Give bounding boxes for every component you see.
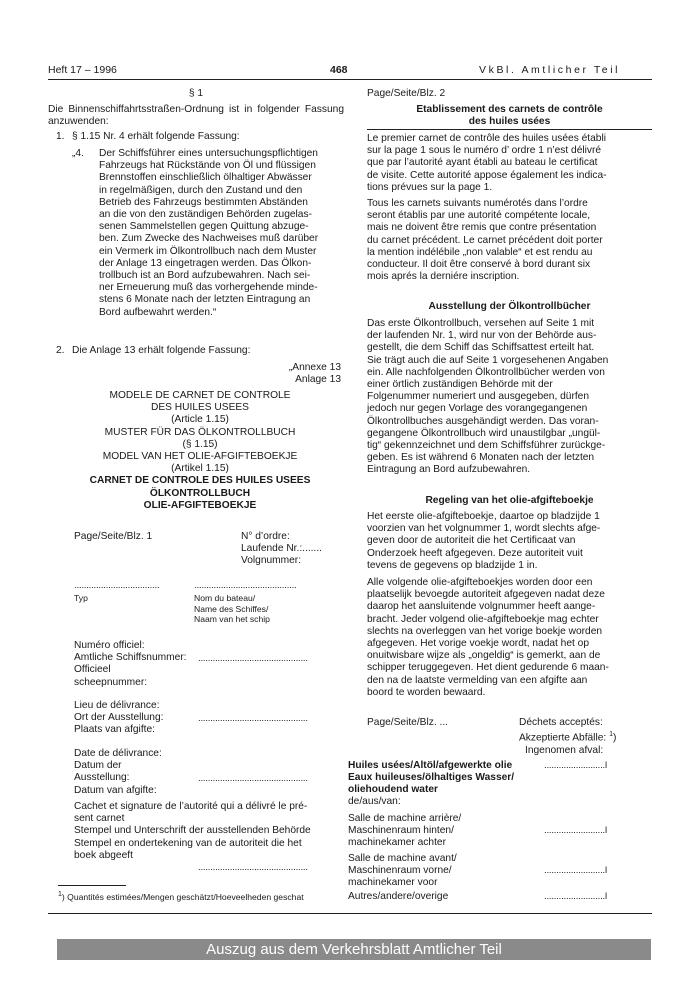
- name-dots: ..........................................: [194, 580, 297, 591]
- journal-title: VkBl. Amtlicher Teil: [479, 64, 621, 76]
- oil-line: Huiles usées/Altöl/afgewerkte olie: [348, 760, 513, 771]
- fr-heading-line: des huiles usées: [468, 116, 551, 128]
- footnote: [58, 890, 304, 902]
- numero-line: scheepnummer:: [74, 676, 148, 688]
- item-1-text: § 1.15 Nr. 4 erhält folgende Fassung:: [72, 131, 240, 142]
- fr-line: Tous les carnets suivants numérotés dans l’ordre: [367, 198, 588, 209]
- nl-line: afgegeven. Het vorige voekje wordt, nadat het op: [367, 638, 590, 650]
- fr-line: de visite. Cette autorité appose également les indica-: [367, 169, 607, 181]
- annex-label: [200, 362, 341, 386]
- cachet-line: Stempel und Unterschrift der ausstellenden Behörde: [74, 825, 311, 837]
- row-line: Maschinenraum vorne/: [348, 865, 452, 877]
- nl-line: slechts na overleggen van het vorige boekje worden: [367, 625, 603, 637]
- quote-line: Bord aufbewahrt werden.“: [99, 306, 217, 318]
- de-line: der laufenden Nr. 1, wird nur von der Behörde aus-: [367, 330, 597, 342]
- date-of-issue-label: [74, 748, 162, 797]
- dechets-line: Ingenomen afval:: [525, 744, 604, 756]
- de-line: Das erste Ölkontrollbuch, versehen auf Seite 1 mit: [367, 318, 595, 329]
- nl-line: tevens de gegevens op bladzijde 1 in.: [367, 559, 538, 571]
- fr-line: seront établis par une autorité compétente locale,: [367, 210, 591, 222]
- row-line: machinekamer achter: [348, 837, 446, 849]
- nl-line: Onderzoek heeft afgegeven. Deze autoriteit vuit: [367, 547, 583, 559]
- laufende-dots: .......: [302, 543, 322, 554]
- section-mark: § 1: [188, 88, 204, 99]
- fr-heading: [367, 104, 652, 128]
- title-line: (Article 1.15): [171, 414, 229, 426]
- quote-line: der Anlage 13 eingetragen werden. Das Ölkon-: [99, 257, 312, 269]
- fr-line: la mention indélébile „non valable“ et est rendu au: [367, 246, 593, 258]
- engine-room-fore-dots: .........................l: [544, 865, 607, 876]
- laufende-text: Laufende Nr.:: [241, 543, 303, 554]
- quote-line: trollbuch ist an Bord aufzubewahren. Nach sei-: [99, 270, 311, 282]
- nl-paragraph-2: [367, 577, 652, 699]
- de-line: Sie trägt auch die auf Seite 1 vorgesehenen Angaben: [367, 354, 609, 366]
- title-line: MODEL VAN HET OLIE-AFGIFTEBOEKJE: [102, 451, 298, 463]
- heading-rule: [367, 129, 652, 130]
- quote-line: Betrieb des Fahrzeugs bestimmten Abständen: [99, 196, 308, 208]
- date-line: Datum der: [74, 760, 122, 772]
- bold-title-line: CARNET DE CONTROLE DES HUILES USEES: [89, 475, 311, 487]
- item-2-number: 2.: [56, 345, 65, 356]
- title-line: (§ 1.15): [182, 438, 218, 450]
- date-line: Datum van afgifte:: [74, 784, 157, 796]
- bold-title-line: ÖLKONTROLLBUCH: [149, 487, 251, 499]
- official-number-dots: .............................................: [198, 653, 308, 664]
- de-line: geben. Es ist während 6 Monaten nach der letzten: [367, 452, 595, 464]
- cachet-line: Stempel en ondertekening van de autoriteit die het: [74, 837, 302, 849]
- fr-line: mais ne doivent être remis que contre présentation: [367, 222, 597, 234]
- quote-line: Brennstoffen einschließlich ölhaltiger Abwässer: [99, 172, 312, 184]
- nl-line: daarop het aansluitende volgnummer heeft aange-: [367, 601, 596, 613]
- nl-line: plaatselijk bevoegde autoriteit afgegeven nadat deze: [367, 589, 605, 601]
- nl-paragraph-1: [367, 511, 652, 572]
- footnote-rule: [58, 885, 126, 886]
- lieu-line: Plaats van afgifte:: [74, 724, 155, 736]
- engine-room-fore-label: [348, 853, 457, 890]
- type-label: Typ: [74, 593, 88, 603]
- fr-line: Le premier carnet de contrôle des huiles usées établi: [367, 133, 606, 144]
- item-1-number: 1.: [56, 131, 65, 142]
- quote-line: ner Erneuerung muß das vorhergehende minde-: [99, 282, 318, 294]
- signature-dots: .............................................: [198, 862, 308, 873]
- type-dots: ...................................: [74, 580, 160, 591]
- footnote-text: ) Quantités estimées/Mengen geschätzt/Hoeveelheden geschat: [61, 891, 304, 902]
- engine-room-aft-dots: .........................l: [544, 825, 607, 836]
- de-line: Folgenummer numeriert und ausgegeben, dürfen: [367, 391, 589, 403]
- nl-line: geven door de autoriteit die het Certificaat van: [367, 535, 576, 547]
- quote-line: stens 6 Monate nach der letzten Eintragung an: [99, 294, 311, 306]
- fr-line: que par l’autorité ayant établi au bateau le certificat: [367, 157, 598, 169]
- quote-line: senen Sammelstellen gegen Quittung abzuge-: [99, 221, 309, 233]
- nl-line: schipper teruggegeven. Het dient gedurende 6 maan-: [367, 662, 609, 674]
- quote-line: an die von den zuständigen Behörden zugelas-: [99, 209, 312, 221]
- other-label: Autres/andere/overige: [348, 891, 449, 902]
- dechets-paren: ): [612, 732, 617, 744]
- waste-accepted-label: [519, 717, 616, 757]
- dechets-text: Akzeptierte Abfälle:: [519, 732, 607, 744]
- oil-quantity-dots: .........................l: [544, 760, 607, 771]
- fr-line: conducteur. Il doit être conservé à bord durant six: [367, 259, 591, 271]
- nl-line: den na de laatste vermelding van een afgifte aan: [367, 674, 588, 686]
- date-of-issue-dots: .............................................: [198, 773, 308, 784]
- numero-line: Numéro officiel:: [74, 640, 145, 651]
- volgnummer-label: Volgnummer:: [241, 555, 302, 566]
- page-number: 468: [330, 64, 348, 76]
- quote-line: Der Schiffsführer eines untersuchungspflichtigen: [99, 148, 318, 159]
- lieu-line: Lieu de délivrance:: [74, 700, 160, 711]
- quote-number: „4.: [72, 148, 84, 159]
- form-title: [60, 390, 340, 512]
- page-2-label: Page/Seite/Blz. 2: [367, 88, 446, 99]
- other-dots: .........................l: [544, 891, 607, 902]
- quote-line: Fahrzeugs hat Rückstände von Öl und flüssigen: [99, 160, 316, 172]
- oil-line: oliehoudend water: [348, 784, 438, 796]
- origin-label: de/aus/van:: [348, 796, 401, 807]
- de-heading: Ausstellung der Ölkontrollbücher: [428, 301, 591, 312]
- place-of-issue-label: [74, 700, 163, 737]
- annex-line: Anlage 13: [295, 374, 341, 386]
- quote-line: ben. Zum Zwecke des Nachweises muß darüber: [99, 233, 319, 245]
- name-line: Name des Schiffes/: [194, 603, 269, 614]
- page-3-label: Page/Seite/Blz. ...: [367, 717, 448, 728]
- oil-line: Eaux huileuses/ölhaltiges Wasser/: [348, 772, 515, 784]
- cachet-line: boek abgeeft: [74, 849, 133, 861]
- oil-type-label: [348, 760, 538, 797]
- nl-line: onuitwisbare wijze als „ongeldig“ is gemerkt, aan de: [367, 650, 601, 662]
- signature-label: [74, 801, 336, 862]
- numero-line: Amtliche Schiffsnummer:: [74, 652, 187, 664]
- fr-heading-line: Etablissement des carnets de contrôle: [416, 104, 603, 115]
- de-line: Ölkontrollbuches ausgehändigt werden. Das voran-: [367, 415, 599, 427]
- de-line: einer örtlich zuständigen Behörde mit der: [367, 379, 553, 391]
- ship-name-label: [194, 593, 270, 625]
- title-line: DES HUILES USEES: [151, 402, 249, 414]
- date-line: Date de délivrance:: [74, 748, 162, 759]
- de-line: Eintragung an Bord aufzubewahren.: [367, 464, 531, 476]
- engine-room-aft-label: [348, 813, 461, 850]
- quote-block: [99, 148, 339, 319]
- de-line: ein. Alle nachfolgenden Ölkontrollbücher werden von: [367, 366, 605, 378]
- place-of-issue-dots: .............................................: [198, 713, 308, 724]
- de-line: gestellt, die dem Schiff das Schiffsattest erteilt hat.: [367, 342, 595, 354]
- nl-line: Alle volgende olie-afgifteboekjes worden door een: [367, 577, 593, 588]
- row-line: Salle de machine avant/: [348, 853, 457, 864]
- fr-line: du carnet précédent. Le carnet précédent doit porter: [367, 234, 603, 246]
- laufende-nr-label: [241, 543, 322, 555]
- name-line: Nom du bateau/: [194, 593, 256, 603]
- header-rule: [48, 79, 652, 80]
- date-line: Ausstellung:: [74, 772, 130, 784]
- footer-banner: Auszug aus dem Verkehrsblatt Amtlicher Teil: [57, 939, 651, 960]
- fr-paragraph-1: [367, 133, 652, 194]
- de-line: gegangene Ölkontrollbuch wird unaustilgbar „ungül-: [367, 427, 601, 439]
- row-line: machinekamer voor: [348, 877, 438, 889]
- annex-line: „Annexe 13: [288, 362, 341, 373]
- nl-heading: Regeling van het olie-afgifteboekje: [425, 495, 594, 506]
- lieu-line: Ort der Ausstellung:: [74, 712, 164, 724]
- de-paragraph: [367, 318, 652, 477]
- fr-paragraph-2: [367, 198, 652, 283]
- title-line: MUSTER FÜR DAS ÖLKONTROLLBUCH: [104, 426, 296, 438]
- quote-line: in regelmäßigen, durch den Zustand und den: [99, 184, 303, 196]
- numero-line: Officieel: [74, 664, 111, 676]
- title-line: (Artikel 1.15): [171, 463, 229, 475]
- fr-line: tions prévues sur la page 1.: [367, 181, 493, 193]
- cachet-line: sent carnet: [74, 813, 125, 825]
- order-number-label: N° d’ordre:: [241, 531, 290, 542]
- nl-line: Het eerste olie-afgifteboekje, daartoe op bladzijde 1: [367, 511, 600, 522]
- page-1-label: Page/Seite/Blz. 1: [74, 531, 153, 542]
- official-number-label: [74, 640, 186, 689]
- nl-line: bracht. Jeder volgend olie-afgifteboekje mag echter: [367, 613, 599, 625]
- item-2-text: Die Anlage 13 erhält folgende Fassung:: [72, 345, 251, 356]
- quote-line: ein Vermerk im Ölkontrollbuch nach dem Muster: [99, 245, 317, 257]
- footnote-mark: 1: [58, 891, 62, 898]
- dechets-line: [519, 729, 616, 745]
- dechets-line: Déchets acceptés:: [519, 717, 603, 728]
- cachet-line: Cachet et signature de l’autorité qui a délivré le pré-: [74, 801, 308, 812]
- bottom-rule: [48, 913, 652, 914]
- fr-line: sur la page 1 sous le numéro d’ ordre 1 n’est délivré: [367, 145, 602, 157]
- de-line: tig“ gekennzeichnet und dem Schiffsführer zurückge-: [367, 440, 606, 452]
- nl-line: boord te worden bewaard.: [367, 686, 486, 698]
- title-line: MODELE DE CARNET DE CONTROLE: [109, 390, 291, 401]
- row-line: Maschinenraum hinten/: [348, 825, 454, 837]
- bold-title-line: OLIE-AFGIFTEBOEKJE: [143, 499, 257, 511]
- fr-line: mois aprés la derniére inscription.: [367, 271, 520, 283]
- name-line: Naam van het schip: [194, 614, 270, 625]
- dechets-footnote-mark: 1: [609, 731, 613, 739]
- intro-text: Die Binnenschiffahrtsstraßen-Ordnung ist in folgender Fassung anzuwenden:: [48, 104, 344, 128]
- de-line: jedoch nur gegen Vorlage des vorangegangenen: [367, 403, 588, 415]
- nl-line: voorzien van het volgnummer 1, wordt slechts afge-: [367, 523, 601, 535]
- row-line: Salle de machine arrière/: [348, 813, 462, 824]
- issue-label: Heft 17 – 1996: [48, 64, 117, 76]
